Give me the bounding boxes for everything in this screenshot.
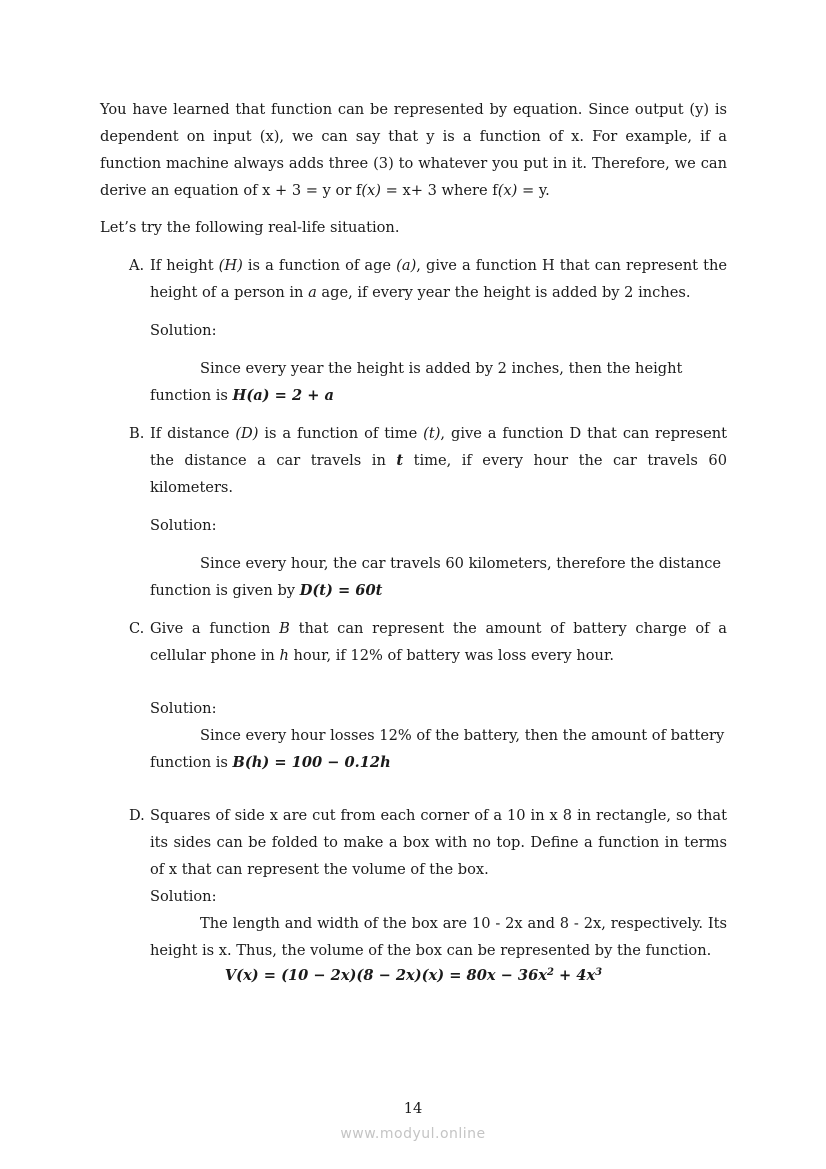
intro-text-a: You have learned that function can be represented by equation. Since output (y) is dependent on input (x), we can say that y is a function of x. For example, if a function machine always adds three (3) to whatever you put in it. Therefore, we can derive an equation of x + 3 = y or f [100, 101, 727, 199]
problem-text-part: age, if every year the height is added by 2 inches. [316, 284, 691, 301]
solution-text [150, 722, 727, 776]
intro-paragraph [100, 96, 727, 204]
volume-equation [100, 962, 727, 989]
solution-label: Solution: [150, 322, 217, 339]
equation-part: V(x) = (10 − 2x)(8 − 2x)(x) = 80x − 36x [224, 967, 547, 984]
equation-exponent: 3 [595, 967, 603, 978]
problem-text-part: If distance [150, 425, 236, 442]
item-label: A. [129, 257, 145, 274]
solution-label: Solution: [150, 700, 217, 717]
problem-item-b [100, 420, 727, 604]
problem-variable: (a) [396, 257, 417, 274]
problem-text-part: hour, if 12% of battery was loss every hour. [288, 647, 614, 664]
solution-equation: H(a) = 2 + a [232, 387, 334, 404]
problem-variable: t [396, 452, 404, 469]
solution-equation: D(t) = 60t [299, 582, 383, 599]
problem-item-a [100, 252, 727, 409]
problem-item-c [100, 615, 727, 776]
item-label: C. [129, 620, 145, 637]
problem-text-part: that can represent the amount of battery charge of a cellular phone in [150, 620, 727, 664]
problem-variable: (t) [423, 425, 441, 442]
problem-text-part: If height [150, 257, 219, 274]
solution-label: Solution: [150, 888, 217, 905]
page-number: 14 [403, 1100, 423, 1117]
equation-part: + 4x [553, 967, 596, 984]
problem-item-d [100, 802, 727, 989]
solution-text [150, 355, 727, 409]
lead-paragraph: Let’s try the following real-life situation. [100, 219, 400, 236]
solution-sentence: Since every year the height is added by 2 inches, then the height function is [150, 360, 683, 404]
solution-text: The length and width of the box are 10 - 2x and 8 - 2x, respectively. Its height is x. Thus, the volume of the box can be represented by the function. [150, 915, 727, 959]
problem-text-part: is a function of age [242, 257, 397, 274]
solution-text [150, 550, 727, 604]
watermark: www.modyul.online [340, 1126, 486, 1142]
problem-text [150, 615, 727, 669]
item-label: D. [129, 807, 145, 824]
problem-text [150, 420, 727, 501]
problem-variable: h [279, 647, 289, 664]
intro-fx-1: (x) [361, 182, 381, 199]
problem-variable: (H) [218, 257, 243, 274]
solution-sentence: Since every hour, the car travels 60 kilometers, therefore the distance function is given by [150, 555, 722, 599]
solution-sentence: Since every hour losses 12% of the battery, then the amount of battery function is [150, 727, 725, 771]
problem-text-part: time, if every hour the car travels 60 kilometers. [150, 452, 727, 496]
item-label: B. [129, 425, 145, 442]
problem-text-part: , give a function H that can represent the height of a person in [150, 257, 727, 301]
solution-equation: B(h) = 100 − 0.12h [232, 754, 391, 771]
intro-text-c: = y. [517, 182, 550, 199]
problem-text-part: Give a function [150, 620, 280, 637]
problem-variable: B [279, 620, 290, 637]
problem-text-part: is a function of time [258, 425, 424, 442]
problem-variable: (D) [235, 425, 259, 442]
problem-text-part: , give a function D that can represent the distance a car travels in [150, 425, 728, 469]
intro-text-b: = x+ 3 where f [380, 182, 498, 199]
problem-text [150, 252, 727, 306]
problem-variable: a [308, 284, 317, 301]
document-body [100, 96, 727, 989]
equation-exponent: 2 [546, 967, 554, 978]
solution-label: Solution: [150, 517, 217, 534]
intro-fx-2: (x) [497, 182, 518, 199]
problem-text: Squares of side x are cut from each corner of a 10 in x 8 in rectangle, so that its sides can be folded to make a box with no top. Define a function in terms of x that can represent the volume of the box. [150, 807, 727, 878]
